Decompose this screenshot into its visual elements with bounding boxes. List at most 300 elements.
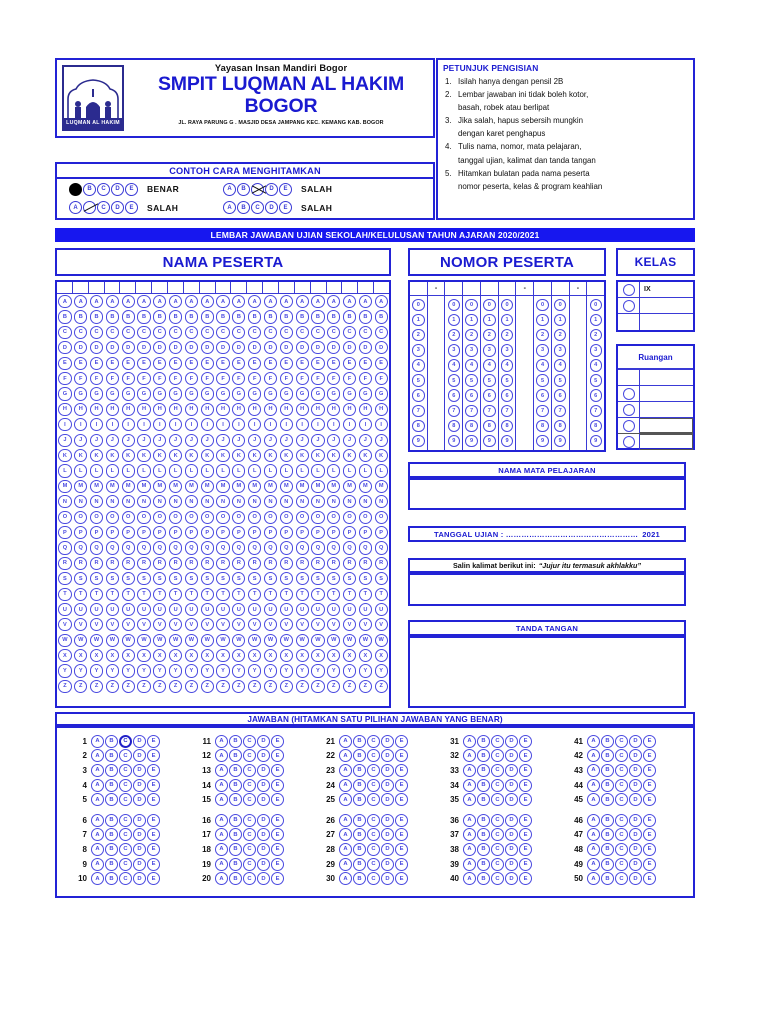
nama-bubble-cell[interactable] bbox=[373, 634, 389, 647]
answer-row[interactable] bbox=[319, 763, 431, 778]
nama-bubble[interactable]: J bbox=[106, 434, 119, 447]
nama-bubble[interactable]: R bbox=[153, 557, 166, 570]
nama-bubble-cell[interactable] bbox=[231, 557, 247, 570]
nama-bubble[interactable]: Y bbox=[375, 664, 388, 677]
nama-bubble-cell[interactable] bbox=[310, 495, 326, 508]
nama-bubble-cell[interactable] bbox=[342, 326, 358, 339]
nama-bubble[interactable]: C bbox=[106, 326, 119, 339]
answer-bubble[interactable]: D bbox=[381, 735, 394, 748]
nama-bubble[interactable]: T bbox=[201, 588, 214, 601]
nama-bubble-cell[interactable] bbox=[231, 572, 247, 585]
nama-bubble[interactable]: R bbox=[185, 557, 198, 570]
answer-group[interactable] bbox=[443, 734, 555, 807]
nama-bubble-cell[interactable] bbox=[199, 526, 215, 539]
nama-bubble[interactable]: X bbox=[74, 649, 87, 662]
nama-bubble[interactable]: E bbox=[74, 357, 87, 370]
answer-bubble[interactable]: B bbox=[601, 828, 614, 841]
nama-bubble[interactable]: I bbox=[137, 418, 150, 431]
nama-bubble-cell[interactable] bbox=[294, 341, 310, 354]
answer-bubbles[interactable] bbox=[463, 843, 532, 856]
nama-bubble[interactable]: O bbox=[232, 511, 245, 524]
nama-bubble[interactable]: W bbox=[311, 634, 324, 647]
nama-bubble-cell[interactable] bbox=[373, 310, 389, 323]
nama-bubble[interactable]: E bbox=[58, 357, 71, 370]
nama-bubble[interactable]: Q bbox=[122, 541, 135, 554]
nama-bubble-cell[interactable] bbox=[73, 634, 89, 647]
nama-bubble[interactable]: O bbox=[327, 511, 340, 524]
nama-bubble-cell[interactable] bbox=[294, 664, 310, 677]
answer-bubble[interactable]: B bbox=[105, 872, 118, 885]
nama-bubble[interactable]: S bbox=[185, 572, 198, 585]
nama-bubble[interactable]: K bbox=[58, 449, 71, 462]
answer-bubble[interactable]: A bbox=[91, 858, 104, 871]
nama-bubble[interactable]: J bbox=[327, 434, 340, 447]
nama-bubble[interactable]: I bbox=[248, 418, 261, 431]
nama-bubble-cell[interactable] bbox=[247, 618, 263, 631]
ruangan-bubble-cell[interactable] bbox=[618, 386, 640, 401]
answer-bubble[interactable]: C bbox=[615, 735, 628, 748]
answer-row[interactable] bbox=[71, 763, 183, 778]
answer-bubble[interactable]: A bbox=[91, 872, 104, 885]
nama-bubble[interactable]: Y bbox=[137, 664, 150, 677]
nama-bubble-cell[interactable] bbox=[136, 588, 152, 601]
nama-bubble[interactable]: W bbox=[153, 634, 166, 647]
nama-bubble[interactable]: Y bbox=[185, 664, 198, 677]
nama-bubble[interactable]: C bbox=[327, 326, 340, 339]
answer-bubble[interactable]: D bbox=[133, 858, 146, 871]
nama-bubble[interactable]: V bbox=[74, 618, 87, 631]
nama-bubble-cell[interactable] bbox=[278, 403, 294, 416]
nama-bubble-cell[interactable] bbox=[136, 449, 152, 462]
nomor-bubble[interactable]: 0 bbox=[483, 299, 495, 311]
nama-bubble-cell[interactable] bbox=[263, 403, 279, 416]
nomor-bubble[interactable]: 1 bbox=[412, 314, 424, 326]
nama-bubble[interactable]: Y bbox=[122, 664, 135, 677]
answer-bubble[interactable]: D bbox=[505, 779, 518, 792]
nama-bubble[interactable]: P bbox=[375, 526, 388, 539]
answer-bubble[interactable]: C bbox=[367, 814, 380, 827]
nama-bubble[interactable]: X bbox=[280, 649, 293, 662]
nama-letter-row[interactable] bbox=[57, 479, 389, 494]
nama-bubble-cell[interactable] bbox=[57, 511, 73, 524]
nomor-bubble[interactable]: 5 bbox=[590, 374, 602, 386]
answer-bubble[interactable]: D bbox=[505, 872, 518, 885]
nama-bubble[interactable]: F bbox=[232, 372, 245, 385]
nama-bubble[interactable]: Y bbox=[169, 664, 182, 677]
nama-bubble-cell[interactable] bbox=[152, 310, 168, 323]
nama-bubble-cell[interactable] bbox=[247, 588, 263, 601]
nama-bubble[interactable]: I bbox=[375, 418, 388, 431]
nama-bubble[interactable]: A bbox=[359, 295, 372, 308]
nama-bubble-cell[interactable] bbox=[89, 310, 105, 323]
nama-bubble-cell[interactable] bbox=[215, 341, 231, 354]
nama-bubble-cell[interactable] bbox=[310, 464, 326, 477]
answer-bubble[interactable]: A bbox=[463, 764, 476, 777]
nama-bubble-cell[interactable] bbox=[168, 449, 184, 462]
nama-bubble-cell[interactable] bbox=[278, 310, 294, 323]
nomor-bubble[interactable]: 2 bbox=[554, 329, 566, 341]
nama-bubble-cell[interactable] bbox=[120, 295, 136, 308]
nama-bubble-cell[interactable] bbox=[247, 572, 263, 585]
answer-bubble[interactable]: E bbox=[147, 828, 160, 841]
answer-bubbles[interactable] bbox=[91, 858, 160, 871]
answer-bubble[interactable]: E bbox=[395, 779, 408, 792]
nama-bubble[interactable]: A bbox=[169, 295, 182, 308]
nama-bubble-cell[interactable] bbox=[326, 434, 342, 447]
nama-bubble[interactable]: V bbox=[296, 618, 309, 631]
answer-bubble[interactable]: D bbox=[133, 779, 146, 792]
answer-bubble[interactable]: D bbox=[629, 779, 642, 792]
nama-bubble[interactable]: Z bbox=[264, 680, 277, 693]
nama-bubble[interactable]: L bbox=[232, 464, 245, 477]
nama-bubble[interactable]: M bbox=[58, 480, 71, 493]
nama-bubble-cell[interactable] bbox=[89, 603, 105, 616]
nama-bubble[interactable]: X bbox=[311, 649, 324, 662]
answer-bubble[interactable]: D bbox=[505, 735, 518, 748]
answer-bubbles[interactable] bbox=[587, 793, 656, 806]
nama-bubble-cell[interactable] bbox=[326, 341, 342, 354]
nama-bubble-cell[interactable] bbox=[373, 403, 389, 416]
answer-bubble[interactable]: E bbox=[271, 764, 284, 777]
answer-row[interactable] bbox=[443, 749, 555, 764]
nama-bubble-cell[interactable] bbox=[278, 541, 294, 554]
nama-bubble[interactable]: B bbox=[296, 310, 309, 323]
nama-bubble-cell[interactable] bbox=[294, 464, 310, 477]
nama-bubble-cell[interactable] bbox=[136, 541, 152, 554]
nomor-digit-column[interactable] bbox=[552, 296, 570, 450]
nama-bubble-cell[interactable] bbox=[120, 449, 136, 462]
nama-bubble-cell[interactable] bbox=[215, 541, 231, 554]
nama-bubble-cell[interactable] bbox=[342, 341, 358, 354]
nama-bubble-cell[interactable] bbox=[215, 603, 231, 616]
nomor-bubble[interactable]: 7 bbox=[590, 405, 602, 417]
nama-bubble[interactable]: Y bbox=[280, 664, 293, 677]
nama-bubble-cell[interactable] bbox=[357, 588, 373, 601]
nama-bubble-cell[interactable] bbox=[152, 541, 168, 554]
nama-bubble-cell[interactable] bbox=[342, 649, 358, 662]
nama-bubble[interactable]: O bbox=[264, 511, 277, 524]
nama-bubble[interactable]: U bbox=[74, 603, 87, 616]
nama-bubble-cell[interactable] bbox=[326, 664, 342, 677]
nama-letter-row[interactable] bbox=[57, 325, 389, 340]
nama-bubble-cell[interactable] bbox=[278, 664, 294, 677]
nama-bubble[interactable]: Z bbox=[74, 680, 87, 693]
nama-bubble-cell[interactable] bbox=[310, 372, 326, 385]
nama-bubble-cell[interactable] bbox=[231, 357, 247, 370]
answer-bubble[interactable]: D bbox=[381, 793, 394, 806]
nama-bubble[interactable]: X bbox=[343, 649, 356, 662]
nama-bubble[interactable]: B bbox=[359, 310, 372, 323]
nama-bubble[interactable]: R bbox=[311, 557, 324, 570]
nama-bubble-cell[interactable] bbox=[168, 418, 184, 431]
answer-bubble[interactable]: C bbox=[491, 793, 504, 806]
nama-bubble-cell[interactable] bbox=[89, 372, 105, 385]
nama-bubble-cell[interactable] bbox=[231, 372, 247, 385]
answer-bubble[interactable]: A bbox=[339, 779, 352, 792]
nama-bubble[interactable]: C bbox=[122, 326, 135, 339]
answer-bubbles[interactable] bbox=[587, 858, 656, 871]
answer-bubbles[interactable] bbox=[339, 843, 408, 856]
nama-letter-row[interactable] bbox=[57, 448, 389, 463]
nama-bubble[interactable]: C bbox=[137, 326, 150, 339]
nama-bubble-cell[interactable] bbox=[136, 418, 152, 431]
answer-bubble[interactable]: C bbox=[615, 828, 628, 841]
nama-letter-row[interactable] bbox=[57, 386, 389, 401]
nama-bubble[interactable]: Z bbox=[311, 680, 324, 693]
nama-bubble[interactable]: A bbox=[106, 295, 119, 308]
nama-bubble[interactable]: H bbox=[359, 403, 372, 416]
nama-bubble[interactable]: C bbox=[201, 326, 214, 339]
nama-bubble-cell[interactable] bbox=[184, 403, 200, 416]
nama-bubble[interactable]: O bbox=[248, 511, 261, 524]
nama-bubble[interactable]: G bbox=[248, 387, 261, 400]
nama-bubble-cell[interactable] bbox=[294, 326, 310, 339]
nama-bubble[interactable]: M bbox=[90, 480, 103, 493]
nama-bubble[interactable]: S bbox=[343, 572, 356, 585]
nama-bubble-cell[interactable] bbox=[152, 649, 168, 662]
nama-bubble-cell[interactable] bbox=[73, 495, 89, 508]
nama-bubble[interactable]: A bbox=[216, 295, 229, 308]
nama-bubble[interactable]: M bbox=[185, 480, 198, 493]
nama-bubble[interactable]: N bbox=[216, 495, 229, 508]
nama-bubble[interactable]: P bbox=[201, 526, 214, 539]
nama-bubble[interactable]: C bbox=[74, 326, 87, 339]
nama-bubble-cell[interactable] bbox=[263, 618, 279, 631]
nama-bubble-cell[interactable] bbox=[168, 603, 184, 616]
nama-bubble-cell[interactable] bbox=[120, 418, 136, 431]
answer-row[interactable] bbox=[443, 813, 555, 828]
nama-bubble-cell[interactable] bbox=[247, 418, 263, 431]
answer-bubble[interactable]: E bbox=[147, 814, 160, 827]
nama-bubble-cell[interactable] bbox=[310, 434, 326, 447]
answer-bubble[interactable]: D bbox=[505, 764, 518, 777]
answer-bubble[interactable]: A bbox=[339, 793, 352, 806]
nama-bubble[interactable]: K bbox=[327, 449, 340, 462]
nama-bubble[interactable]: D bbox=[90, 341, 103, 354]
nama-bubble-cell[interactable] bbox=[152, 372, 168, 385]
nama-bubble-cell[interactable] bbox=[263, 664, 279, 677]
nama-bubble-cell[interactable] bbox=[104, 541, 120, 554]
answer-bubbles[interactable] bbox=[91, 814, 160, 827]
nama-bubble-cell[interactable] bbox=[104, 680, 120, 693]
answer-bubble[interactable]: D bbox=[257, 779, 270, 792]
answer-bubbles[interactable] bbox=[463, 793, 532, 806]
nama-bubble[interactable]: T bbox=[169, 588, 182, 601]
answer-bubbles[interactable] bbox=[215, 793, 284, 806]
answer-row[interactable] bbox=[443, 828, 555, 843]
nama-bubble-cell[interactable] bbox=[152, 526, 168, 539]
nama-bubble-cell[interactable] bbox=[247, 295, 263, 308]
nama-bubble[interactable]: Q bbox=[264, 541, 277, 554]
answer-bubbles[interactable] bbox=[339, 764, 408, 777]
answer-bubble[interactable]: D bbox=[381, 843, 394, 856]
ruangan-bubble-cell[interactable] bbox=[618, 434, 640, 450]
answer-bubble[interactable]: C bbox=[367, 793, 380, 806]
nomor-bubble[interactable]: 0 bbox=[554, 299, 566, 311]
nama-bubble-cell[interactable] bbox=[215, 326, 231, 339]
answer-bubble[interactable]: D bbox=[381, 872, 394, 885]
answer-bubble[interactable]: C bbox=[367, 843, 380, 856]
answer-row[interactable] bbox=[443, 842, 555, 857]
answer-bubble[interactable]: C bbox=[243, 814, 256, 827]
nama-bubble-cell[interactable] bbox=[326, 572, 342, 585]
nama-bubble[interactable]: A bbox=[90, 295, 103, 308]
nama-bubble[interactable]: S bbox=[169, 572, 182, 585]
nomor-bubble[interactable]: 1 bbox=[501, 314, 513, 326]
nama-bubble[interactable]: L bbox=[106, 464, 119, 477]
nomor-bubble[interactable]: 7 bbox=[554, 405, 566, 417]
nomor-bubble[interactable]: 2 bbox=[536, 329, 548, 341]
answer-bubble[interactable]: B bbox=[601, 779, 614, 792]
kelas-box[interactable] bbox=[616, 280, 695, 332]
nama-bubble-cell[interactable] bbox=[231, 495, 247, 508]
nama-bubble[interactable]: U bbox=[153, 603, 166, 616]
nama-bubble-cell[interactable] bbox=[184, 357, 200, 370]
answer-bubble[interactable]: C bbox=[243, 779, 256, 792]
nama-bubble-cell[interactable] bbox=[120, 341, 136, 354]
nama-bubble[interactable]: I bbox=[74, 418, 87, 431]
nama-bubble[interactable]: I bbox=[58, 418, 71, 431]
nama-bubble-cell[interactable] bbox=[231, 418, 247, 431]
nomor-write-cell[interactable] bbox=[499, 282, 517, 295]
answer-group[interactable] bbox=[319, 734, 431, 807]
answer-row[interactable] bbox=[567, 871, 679, 886]
nama-bubble-cell[interactable] bbox=[231, 526, 247, 539]
nomor-bubble[interactable]: 4 bbox=[501, 359, 513, 371]
nama-bubble[interactable]: R bbox=[137, 557, 150, 570]
nama-bubble-cell[interactable] bbox=[184, 480, 200, 493]
nomor-write-cell[interactable] bbox=[410, 282, 428, 295]
nama-bubble-cell[interactable] bbox=[373, 680, 389, 693]
nama-bubble-cell[interactable] bbox=[247, 372, 263, 385]
answer-bubble[interactable]: C bbox=[119, 749, 132, 762]
answer-bubble[interactable]: C bbox=[615, 858, 628, 871]
answer-bubble[interactable]: B bbox=[601, 749, 614, 762]
nama-bubble[interactable]: D bbox=[296, 341, 309, 354]
answer-bubble[interactable]: C bbox=[243, 735, 256, 748]
nama-bubble[interactable]: N bbox=[232, 495, 245, 508]
nama-bubble-cell[interactable] bbox=[357, 618, 373, 631]
answer-row[interactable] bbox=[319, 871, 431, 886]
nama-bubble[interactable]: U bbox=[280, 603, 293, 616]
nama-bubble[interactable]: O bbox=[169, 511, 182, 524]
nama-letter-row[interactable] bbox=[57, 617, 389, 632]
nama-bubble-cell[interactable] bbox=[263, 588, 279, 601]
nama-bubble-cell[interactable] bbox=[57, 541, 73, 554]
nama-bubble[interactable]: Z bbox=[122, 680, 135, 693]
nama-bubble-cell[interactable] bbox=[57, 387, 73, 400]
nama-bubble-cell[interactable] bbox=[373, 434, 389, 447]
nama-bubble[interactable]: M bbox=[137, 480, 150, 493]
nama-bubble-cell[interactable] bbox=[184, 326, 200, 339]
answer-bubble[interactable]: B bbox=[477, 843, 490, 856]
nama-bubble-cell[interactable] bbox=[120, 618, 136, 631]
nama-bubble-cell[interactable] bbox=[89, 326, 105, 339]
nama-bubble[interactable]: Q bbox=[248, 541, 261, 554]
nama-bubble-cell[interactable] bbox=[120, 588, 136, 601]
answer-bubble[interactable]: E bbox=[643, 814, 656, 827]
nama-bubble-cell[interactable] bbox=[184, 511, 200, 524]
nama-bubble-cell[interactable] bbox=[294, 449, 310, 462]
nomor-digit-column[interactable] bbox=[410, 296, 428, 450]
nama-bubble-cell[interactable] bbox=[373, 480, 389, 493]
kelas-bubble-cell[interactable] bbox=[618, 282, 640, 297]
nama-bubble-cell[interactable] bbox=[120, 557, 136, 570]
answer-bubble[interactable]: C bbox=[615, 814, 628, 827]
answer-bubble[interactable]: D bbox=[257, 858, 270, 871]
nama-bubble-cell[interactable] bbox=[215, 618, 231, 631]
nama-bubble-cell[interactable] bbox=[215, 680, 231, 693]
answer-bubble[interactable]: C bbox=[119, 872, 132, 885]
nama-bubble[interactable]: W bbox=[122, 634, 135, 647]
answer-group[interactable] bbox=[195, 813, 307, 886]
nama-bubble-cell[interactable] bbox=[263, 341, 279, 354]
nama-bubble-cell[interactable] bbox=[199, 418, 215, 431]
answer-bubble[interactable]: B bbox=[229, 793, 242, 806]
nama-bubble[interactable]: L bbox=[185, 464, 198, 477]
nomor-bubble[interactable]: 3 bbox=[590, 344, 602, 356]
nama-bubble-cell[interactable] bbox=[326, 526, 342, 539]
answer-bubble[interactable]: B bbox=[353, 814, 366, 827]
answer-bubble[interactable]: C bbox=[243, 749, 256, 762]
answer-row[interactable] bbox=[567, 749, 679, 764]
answer-row[interactable] bbox=[195, 749, 307, 764]
nama-bubble[interactable]: G bbox=[343, 387, 356, 400]
answer-bubble[interactable]: A bbox=[463, 872, 476, 885]
nomor-write-cell[interactable] bbox=[481, 282, 499, 295]
answer-bubbles[interactable] bbox=[463, 828, 532, 841]
answer-bubble[interactable]: A bbox=[91, 779, 104, 792]
nama-bubble[interactable]: M bbox=[280, 480, 293, 493]
nama-write-cell[interactable] bbox=[152, 282, 168, 293]
nama-bubble-cell[interactable] bbox=[310, 480, 326, 493]
nama-bubble[interactable]: A bbox=[264, 295, 277, 308]
nama-bubble-cell[interactable] bbox=[263, 372, 279, 385]
nama-bubble-cell[interactable] bbox=[215, 557, 231, 570]
answer-row[interactable] bbox=[195, 813, 307, 828]
nomor-bubble[interactable]: 4 bbox=[554, 359, 566, 371]
nama-bubble[interactable]: T bbox=[375, 588, 388, 601]
nama-bubble-cell[interactable] bbox=[373, 372, 389, 385]
nomor-bubble[interactable]: 3 bbox=[554, 344, 566, 356]
answer-bubble[interactable]: E bbox=[519, 858, 532, 871]
nama-bubble[interactable]: M bbox=[343, 480, 356, 493]
nama-bubble[interactable]: F bbox=[169, 372, 182, 385]
nama-bubble[interactable]: G bbox=[137, 387, 150, 400]
answer-bubble[interactable]: E bbox=[395, 828, 408, 841]
answer-bubble[interactable]: D bbox=[257, 872, 270, 885]
nama-bubble[interactable]: D bbox=[280, 341, 293, 354]
kelas-row[interactable] bbox=[618, 282, 693, 298]
nama-bubble-cell[interactable] bbox=[136, 634, 152, 647]
nama-bubble[interactable]: E bbox=[248, 357, 261, 370]
nama-bubble-cell[interactable] bbox=[342, 434, 358, 447]
answer-bubble[interactable]: D bbox=[629, 828, 642, 841]
nama-bubble-cell[interactable] bbox=[120, 326, 136, 339]
nama-bubble-cell[interactable] bbox=[357, 403, 373, 416]
nama-bubble-cell[interactable] bbox=[152, 557, 168, 570]
answer-bubble[interactable]: A bbox=[463, 735, 476, 748]
nama-bubble-cell[interactable] bbox=[199, 680, 215, 693]
nama-bubble[interactable]: M bbox=[106, 480, 119, 493]
answer-bubble[interactable]: D bbox=[381, 828, 394, 841]
answer-bubble[interactable]: D bbox=[381, 764, 394, 777]
nama-bubble[interactable]: G bbox=[280, 387, 293, 400]
nama-bubble-cell[interactable] bbox=[326, 511, 342, 524]
answer-bubble[interactable]: C bbox=[119, 735, 132, 748]
nama-bubble-cell[interactable] bbox=[342, 680, 358, 693]
nomor-digit-column[interactable] bbox=[499, 296, 517, 450]
